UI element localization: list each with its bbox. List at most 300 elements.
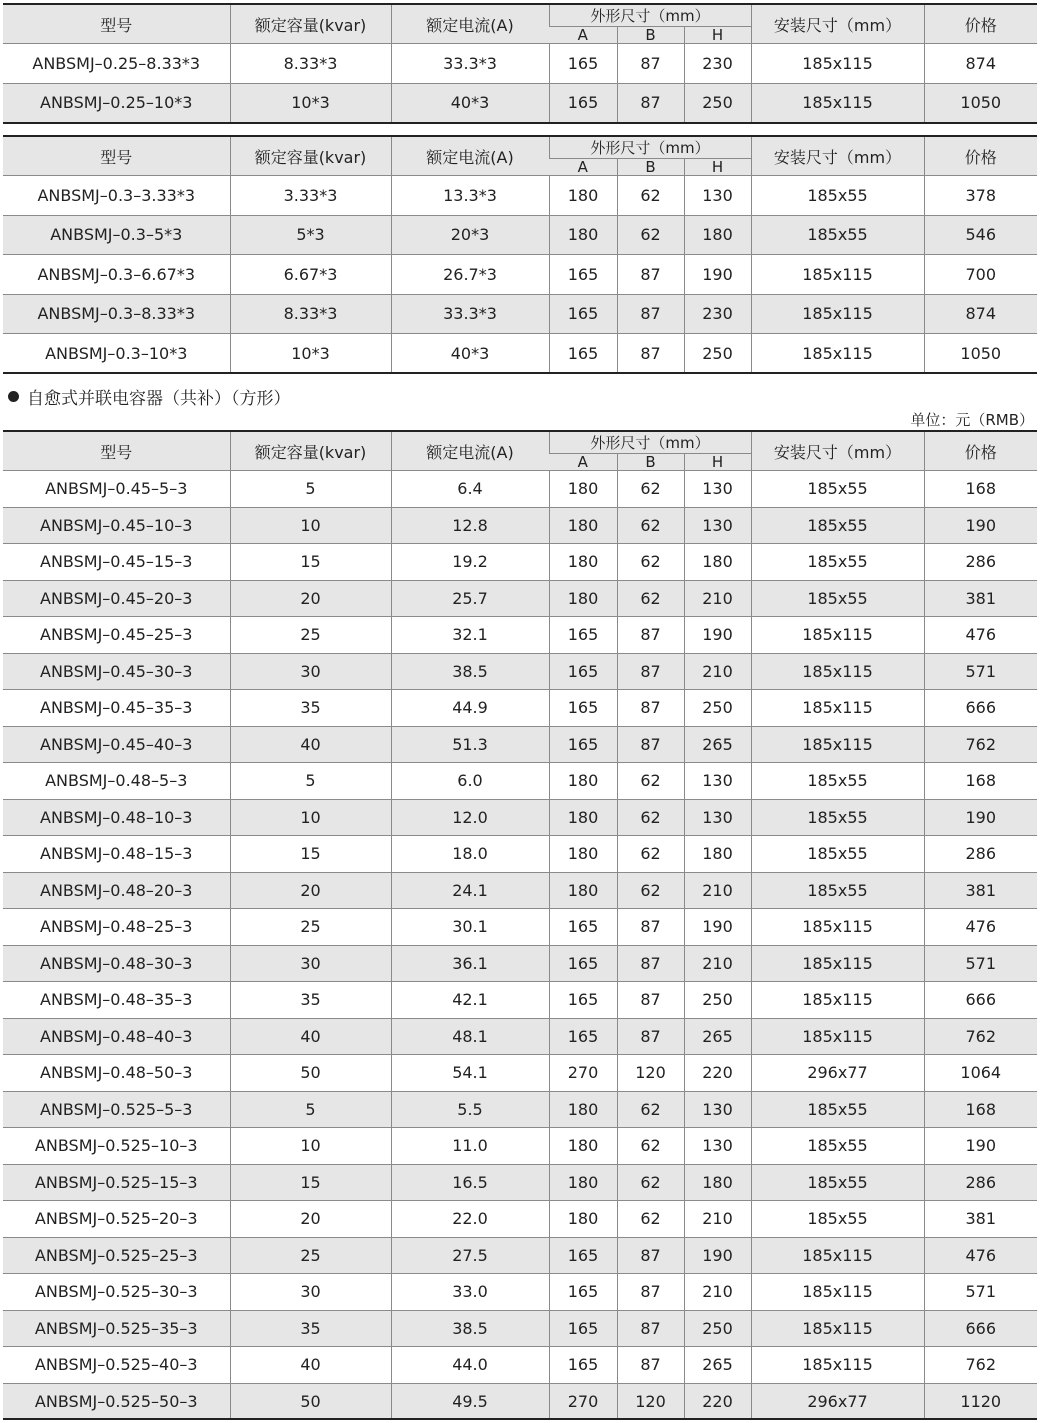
table-row (3, 215, 1037, 255)
header-dim-b: B (617, 159, 684, 176)
cell-current: 25.7 (391, 580, 549, 617)
header-model: 型号 (3, 432, 230, 471)
cell-price: 286 (924, 1164, 1037, 1201)
cell-dim-h: 230 (684, 44, 751, 84)
cell-model: ANBSMJ–0.45–20–3 (3, 580, 230, 617)
cell-price: 571 (924, 1274, 1037, 1311)
cell-capacity: 25 (230, 1237, 391, 1274)
cell-dim-a: 165 (549, 334, 617, 374)
cell-current: 36.1 (391, 945, 549, 982)
cell-dim-a: 270 (549, 1055, 617, 1092)
header-current: 额定电流(A) (391, 432, 549, 471)
cell-current: 38.5 (391, 653, 549, 690)
cell-dim-b: 62 (617, 1201, 684, 1238)
cell-dim-h: 180 (684, 544, 751, 581)
header-capacity: 额定容量(kvar) (230, 432, 391, 471)
cell-capacity: 20 (230, 872, 391, 909)
table-row (3, 294, 1037, 334)
header-dim-b: B (617, 27, 684, 44)
spec-table-square (3, 432, 1037, 1420)
table-row (3, 507, 1037, 544)
cell-mount: 185x115 (751, 1347, 924, 1384)
cell-mount: 185x115 (751, 1018, 924, 1055)
cell-dim-h: 130 (684, 507, 751, 544)
cell-model: ANBSMJ–0.48–10–3 (3, 799, 230, 836)
cell-dim-b: 87 (617, 255, 684, 295)
cell-dim-h: 190 (684, 255, 751, 295)
cell-model: ANBSMJ–0.525–50–3 (3, 1383, 230, 1420)
cell-model: ANBSMJ–0.525–35–3 (3, 1310, 230, 1347)
table-bottom-rule (3, 1418, 1037, 1420)
cell-dim-a: 180 (549, 176, 617, 216)
cell-dim-h: 220 (684, 1383, 751, 1420)
cell-capacity: 20 (230, 580, 391, 617)
cell-mount: 296x77 (751, 1383, 924, 1420)
table-row (3, 690, 1037, 727)
cell-current: 11.0 (391, 1128, 549, 1165)
cell-price: 190 (924, 1128, 1037, 1165)
cell-dim-a: 180 (549, 544, 617, 581)
header-dim-a: A (549, 159, 617, 176)
cell-dim-a: 180 (549, 1164, 617, 1201)
cell-dim-h: 265 (684, 1018, 751, 1055)
cell-dim-a: 165 (549, 1018, 617, 1055)
cell-dim-b: 87 (617, 909, 684, 946)
cell-dim-a: 165 (549, 83, 617, 123)
cell-capacity: 10 (230, 1128, 391, 1165)
cell-dim-b: 120 (617, 1055, 684, 1092)
table-row (3, 836, 1037, 873)
cell-model: ANBSMJ–0.525–40–3 (3, 1347, 230, 1384)
cell-dim-b: 87 (617, 653, 684, 690)
cell-current: 20*3 (391, 215, 549, 255)
cell-mount: 185x115 (751, 982, 924, 1019)
cell-dim-h: 130 (684, 471, 751, 508)
cell-model: ANBSMJ–0.525–15–3 (3, 1164, 230, 1201)
cell-dim-b: 87 (617, 83, 684, 123)
cell-dim-h: 190 (684, 909, 751, 946)
cell-dim-b: 62 (617, 799, 684, 836)
cell-capacity: 35 (230, 1310, 391, 1347)
cell-dim-h: 210 (684, 580, 751, 617)
cell-mount: 185x55 (751, 1201, 924, 1238)
cell-model: ANBSMJ–0.525–5–3 (3, 1091, 230, 1128)
cell-dim-a: 165 (549, 909, 617, 946)
cell-dim-b: 62 (617, 763, 684, 800)
cell-price: 666 (924, 982, 1037, 1019)
cell-mount: 185x115 (751, 726, 924, 763)
cell-model: ANBSMJ–0.3–6.67*3 (3, 255, 230, 295)
cell-current: 51.3 (391, 726, 549, 763)
cell-dim-b: 62 (617, 215, 684, 255)
header-model: 型号 (3, 137, 230, 176)
cell-capacity: 30 (230, 945, 391, 982)
cell-price: 571 (924, 653, 1037, 690)
cell-mount: 185x115 (751, 1310, 924, 1347)
cell-capacity: 5 (230, 471, 391, 508)
cell-mount: 185x55 (751, 763, 924, 800)
table-row (3, 1128, 1037, 1165)
cell-model: ANBSMJ–0.48–30–3 (3, 945, 230, 982)
cell-capacity: 25 (230, 617, 391, 654)
cell-current: 48.1 (391, 1018, 549, 1055)
cell-dim-a: 165 (549, 294, 617, 334)
cell-mount: 185x115 (751, 334, 924, 374)
cell-model: ANBSMJ–0.25–10*3 (3, 83, 230, 123)
unit-label: 单位：元（RMB） (910, 411, 1034, 429)
cell-dim-h: 250 (684, 1310, 751, 1347)
cell-mount: 185x55 (751, 1128, 924, 1165)
cell-mount: 185x55 (751, 872, 924, 909)
cell-current: 40*3 (391, 334, 549, 374)
cell-dim-h: 130 (684, 799, 751, 836)
header-dim-a: A (549, 454, 617, 471)
cell-dim-h: 250 (684, 690, 751, 727)
cell-model: ANBSMJ–0.45–5–3 (3, 471, 230, 508)
cell-price: 571 (924, 945, 1037, 982)
cell-price: 1050 (924, 334, 1037, 374)
cell-capacity: 20 (230, 1201, 391, 1238)
cell-current: 12.8 (391, 507, 549, 544)
cell-model: ANBSMJ–0.3–10*3 (3, 334, 230, 374)
table-row (3, 1164, 1037, 1201)
cell-capacity: 50 (230, 1383, 391, 1420)
table-row (3, 726, 1037, 763)
table-row (3, 617, 1037, 654)
cell-dim-a: 180 (549, 507, 617, 544)
cell-mount: 185x115 (751, 1237, 924, 1274)
cell-dim-a: 165 (549, 653, 617, 690)
cell-capacity: 10*3 (230, 334, 391, 374)
cell-current: 22.0 (391, 1201, 549, 1238)
cell-dim-h: 210 (684, 653, 751, 690)
cell-dim-b: 120 (617, 1383, 684, 1420)
cell-dim-b: 62 (617, 507, 684, 544)
cell-dim-h: 250 (684, 982, 751, 1019)
cell-price: 666 (924, 1310, 1037, 1347)
cell-dim-b: 87 (617, 982, 684, 1019)
cell-current: 30.1 (391, 909, 549, 946)
cell-price: 168 (924, 763, 1037, 800)
table-row (3, 872, 1037, 909)
cell-dim-b: 87 (617, 294, 684, 334)
cell-model: ANBSMJ–0.45–30–3 (3, 653, 230, 690)
cell-price: 762 (924, 1347, 1037, 1384)
cell-capacity: 3.33*3 (230, 176, 391, 216)
cell-price: 190 (924, 507, 1037, 544)
cell-current: 44.9 (391, 690, 549, 727)
header-price: 价格 (924, 137, 1037, 176)
section-title-text: 自愈式并联电容器（共补）（方形） (27, 389, 291, 409)
header-model: 型号 (3, 5, 230, 44)
spec-table-0-25 (3, 5, 1037, 123)
cell-current: 32.1 (391, 617, 549, 654)
cell-mount: 185x55 (751, 215, 924, 255)
header-price: 价格 (924, 432, 1037, 471)
cell-mount: 185x115 (751, 44, 924, 84)
table-row (3, 580, 1037, 617)
table-bottom-rule (3, 122, 1037, 124)
cell-dim-h: 180 (684, 1164, 751, 1201)
cell-dim-h: 130 (684, 1128, 751, 1165)
cell-current: 24.1 (391, 872, 549, 909)
cell-price: 286 (924, 836, 1037, 873)
header-dim-a: A (549, 27, 617, 44)
cell-current: 44.0 (391, 1347, 549, 1384)
cell-dim-b: 87 (617, 1310, 684, 1347)
table-row (3, 1091, 1037, 1128)
cell-dim-b: 62 (617, 176, 684, 216)
cell-price: 476 (924, 617, 1037, 654)
cell-price: 286 (924, 544, 1037, 581)
cell-current: 40*3 (391, 83, 549, 123)
table-row (3, 44, 1037, 84)
cell-mount: 185x55 (751, 580, 924, 617)
table-row (3, 763, 1037, 800)
cell-dim-b: 87 (617, 945, 684, 982)
cell-dim-a: 165 (549, 945, 617, 982)
cell-dim-a: 180 (549, 215, 617, 255)
header-capacity: 额定容量(kvar) (230, 5, 391, 44)
cell-dim-h: 180 (684, 215, 751, 255)
cell-mount: 185x115 (751, 617, 924, 654)
cell-capacity: 5 (230, 763, 391, 800)
section-heading (8, 384, 291, 409)
cell-capacity: 35 (230, 982, 391, 1019)
table-row (3, 909, 1037, 946)
cell-model: ANBSMJ–0.525–20–3 (3, 1201, 230, 1238)
cell-dim-h: 250 (684, 83, 751, 123)
cell-price: 546 (924, 215, 1037, 255)
cell-mount: 185x115 (751, 653, 924, 690)
cell-dim-h: 210 (684, 1201, 751, 1238)
cell-dim-h: 210 (684, 872, 751, 909)
cell-dim-a: 165 (549, 617, 617, 654)
cell-mount: 185x55 (751, 507, 924, 544)
cell-dim-b: 62 (617, 836, 684, 873)
cell-dim-b: 87 (617, 1237, 684, 1274)
cell-price: 168 (924, 1091, 1037, 1128)
cell-current: 12.0 (391, 799, 549, 836)
cell-dim-b: 87 (617, 1274, 684, 1311)
cell-current: 6.0 (391, 763, 549, 800)
cell-price: 1064 (924, 1055, 1037, 1092)
cell-capacity: 10 (230, 507, 391, 544)
cell-dim-h: 180 (684, 836, 751, 873)
cell-dim-h: 190 (684, 1237, 751, 1274)
cell-capacity: 40 (230, 1347, 391, 1384)
cell-model: ANBSMJ–0.525–25–3 (3, 1237, 230, 1274)
header-dim-b: B (617, 454, 684, 471)
cell-model: ANBSMJ–0.48–35–3 (3, 982, 230, 1019)
header-outer-dims: 外形尺寸（mm） (549, 137, 751, 159)
cell-price: 190 (924, 799, 1037, 836)
table-row (3, 945, 1037, 982)
cell-model: ANBSMJ–0.45–10–3 (3, 507, 230, 544)
cell-capacity: 40 (230, 1018, 391, 1055)
cell-dim-a: 180 (549, 1091, 617, 1128)
cell-model: ANBSMJ–0.3–8.33*3 (3, 294, 230, 334)
cell-dim-a: 180 (549, 580, 617, 617)
cell-price: 476 (924, 1237, 1037, 1274)
cell-dim-b: 62 (617, 580, 684, 617)
cell-dim-a: 165 (549, 690, 617, 727)
table-row (3, 653, 1037, 690)
header-outer-dims: 外形尺寸（mm） (549, 5, 751, 27)
cell-current: 33.3*3 (391, 44, 549, 84)
cell-dim-a: 180 (549, 1201, 617, 1238)
cell-current: 27.5 (391, 1237, 549, 1274)
cell-dim-a: 165 (549, 1237, 617, 1274)
table-row (3, 1201, 1037, 1238)
cell-current: 38.5 (391, 1310, 549, 1347)
cell-model: ANBSMJ–0.525–10–3 (3, 1128, 230, 1165)
cell-mount: 185x115 (751, 255, 924, 295)
cell-price: 381 (924, 872, 1037, 909)
cell-dim-h: 190 (684, 617, 751, 654)
cell-current: 26.7*3 (391, 255, 549, 295)
cell-price: 762 (924, 726, 1037, 763)
cell-price: 1050 (924, 83, 1037, 123)
cell-dim-b: 87 (617, 1347, 684, 1384)
cell-dim-h: 130 (684, 1091, 751, 1128)
cell-model: ANBSMJ–0.45–35–3 (3, 690, 230, 727)
cell-capacity: 5 (230, 1091, 391, 1128)
cell-dim-h: 250 (684, 334, 751, 374)
table-row (3, 255, 1037, 295)
cell-current: 5.5 (391, 1091, 549, 1128)
table-row (3, 1310, 1037, 1347)
cell-dim-a: 180 (549, 799, 617, 836)
cell-price: 378 (924, 176, 1037, 216)
cell-model: ANBSMJ–0.45–40–3 (3, 726, 230, 763)
table-row (3, 982, 1037, 1019)
cell-dim-a: 165 (549, 255, 617, 295)
cell-current: 19.2 (391, 544, 549, 581)
cell-current: 13.3*3 (391, 176, 549, 216)
cell-dim-a: 165 (549, 1310, 617, 1347)
cell-capacity: 15 (230, 1164, 391, 1201)
cell-dim-b: 62 (617, 1128, 684, 1165)
cell-mount: 185x115 (751, 690, 924, 727)
cell-current: 42.1 (391, 982, 549, 1019)
cell-dim-b: 62 (617, 1164, 684, 1201)
table-row (3, 1383, 1037, 1420)
cell-dim-h: 130 (684, 763, 751, 800)
cell-model: ANBSMJ–0.48–5–3 (3, 763, 230, 800)
cell-capacity: 6.67*3 (230, 255, 391, 295)
cell-dim-h: 265 (684, 726, 751, 763)
cell-mount: 185x55 (751, 799, 924, 836)
cell-price: 1120 (924, 1383, 1037, 1420)
cell-mount: 185x55 (751, 176, 924, 216)
cell-dim-a: 270 (549, 1383, 617, 1420)
cell-current: 18.0 (391, 836, 549, 873)
cell-model: ANBSMJ–0.48–15–3 (3, 836, 230, 873)
cell-dim-a: 180 (549, 836, 617, 873)
header-outer-dims: 外形尺寸（mm） (549, 432, 751, 454)
cell-price: 476 (924, 909, 1037, 946)
cell-mount: 185x55 (751, 1091, 924, 1128)
cell-mount: 185x55 (751, 836, 924, 873)
cell-mount: 185x115 (751, 83, 924, 123)
cell-capacity: 30 (230, 1274, 391, 1311)
cell-dim-a: 180 (549, 1128, 617, 1165)
cell-capacity: 15 (230, 544, 391, 581)
cell-model: ANBSMJ–0.45–15–3 (3, 544, 230, 581)
cell-dim-b: 87 (617, 617, 684, 654)
cell-dim-b: 87 (617, 334, 684, 374)
cell-mount: 185x115 (751, 294, 924, 334)
cell-model: ANBSMJ–0.525–30–3 (3, 1274, 230, 1311)
table-row (3, 176, 1037, 216)
cell-price: 874 (924, 44, 1037, 84)
cell-dim-a: 165 (549, 982, 617, 1019)
bullet-icon (8, 391, 19, 402)
cell-capacity: 35 (230, 690, 391, 727)
cell-dim-a: 165 (549, 44, 617, 84)
cell-dim-a: 180 (549, 763, 617, 800)
header-mount: 安装尺寸（mm） (751, 137, 924, 176)
header-capacity: 额定容量(kvar) (230, 137, 391, 176)
cell-dim-b: 62 (617, 872, 684, 909)
table-row (3, 1274, 1037, 1311)
cell-mount: 185x55 (751, 1164, 924, 1201)
header-dim-h: H (684, 27, 751, 44)
cell-capacity: 5*3 (230, 215, 391, 255)
cell-capacity: 10 (230, 799, 391, 836)
cell-dim-h: 210 (684, 945, 751, 982)
cell-mount: 185x115 (751, 945, 924, 982)
cell-price: 666 (924, 690, 1037, 727)
cell-price: 168 (924, 471, 1037, 508)
cell-current: 49.5 (391, 1383, 549, 1420)
cell-model: ANBSMJ–0.3–3.33*3 (3, 176, 230, 216)
table-row (3, 1055, 1037, 1092)
cell-model: ANBSMJ–0.48–50–3 (3, 1055, 230, 1092)
header-dim-h: H (684, 454, 751, 471)
cell-dim-a: 165 (549, 726, 617, 763)
cell-dim-h: 230 (684, 294, 751, 334)
cell-dim-b: 87 (617, 44, 684, 84)
cell-mount: 185x115 (751, 909, 924, 946)
cell-capacity: 8.33*3 (230, 44, 391, 84)
cell-model: ANBSMJ–0.25–8.33*3 (3, 44, 230, 84)
cell-current: 16.5 (391, 1164, 549, 1201)
cell-dim-h: 265 (684, 1347, 751, 1384)
cell-dim-a: 180 (549, 471, 617, 508)
cell-capacity: 8.33*3 (230, 294, 391, 334)
cell-model: ANBSMJ–0.3–5*3 (3, 215, 230, 255)
cell-mount: 185x115 (751, 1274, 924, 1311)
cell-model: ANBSMJ–0.48–40–3 (3, 1018, 230, 1055)
cell-dim-h: 220 (684, 1055, 751, 1092)
cell-dim-a: 165 (549, 1274, 617, 1311)
table-row (3, 83, 1037, 123)
cell-capacity: 50 (230, 1055, 391, 1092)
cell-capacity: 30 (230, 653, 391, 690)
cell-capacity: 15 (230, 836, 391, 873)
table-row (3, 1347, 1037, 1384)
cell-dim-h: 210 (684, 1274, 751, 1311)
cell-capacity: 10*3 (230, 83, 391, 123)
cell-model: ANBSMJ–0.48–20–3 (3, 872, 230, 909)
table-row (3, 471, 1037, 508)
cell-model: ANBSMJ–0.48–25–3 (3, 909, 230, 946)
header-mount: 安装尺寸（mm） (751, 5, 924, 44)
cell-price: 381 (924, 1201, 1037, 1238)
cell-dim-b: 87 (617, 1018, 684, 1055)
